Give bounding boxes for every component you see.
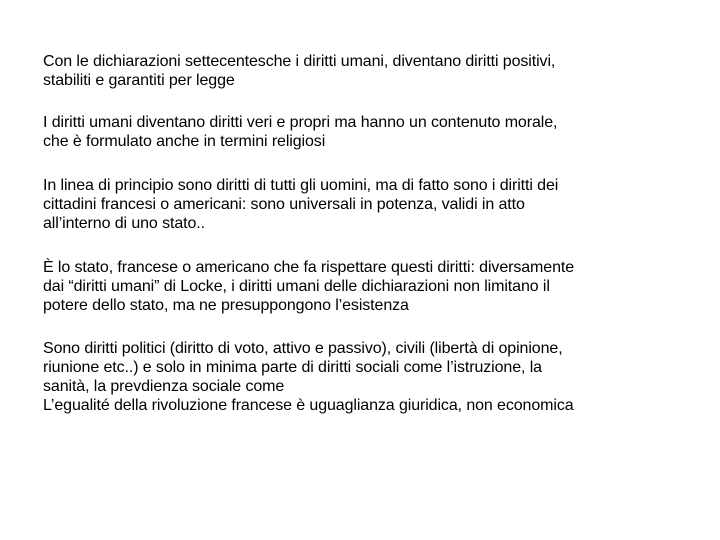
paragraph-state-role (43, 258, 683, 315)
text-line: stabiliti e garantiti per legge (43, 72, 235, 89)
text-line: riunione etc..) e solo in minima parte di diritti sociali come l’istruzione, la (43, 359, 542, 376)
text-line: potere dello stato, ma ne presuppongono l’esistenza (43, 297, 409, 314)
text-line: È lo stato, francese o americano che fa rispettare questi diritti: diversamente (43, 259, 575, 276)
text-line: sanità, la prevdienza sociale come (43, 378, 285, 395)
paragraph-moral-content (43, 113, 683, 151)
text-line: L’egualité della rivoluzione francese è uguaglianza giuridica, non economica (43, 397, 574, 414)
text-line: dai “diritti umani” di Locke, i diritti umani delle dichiarazioni non limitano il (43, 278, 550, 295)
text-line: I diritti umani diventano diritti veri e propri ma hanno un contenuto morale, (43, 114, 558, 131)
text-line: In linea di principio sono diritti di tutti gli uomini, ma di fatto sono i diritti dei (43, 177, 559, 194)
paragraph-rights-types (43, 339, 683, 415)
text-line: all’interno di uno stato.. (43, 215, 205, 232)
text-line: Con le dichiarazioni settecentesche i diritti umani, diventano diritti positivi, (43, 53, 556, 70)
text-line: Sono diritti politici (diritto di voto, attivo e passivo), civili (libertà di opinione, (43, 340, 563, 357)
text-line: cittadini francesi o americani: sono universali in potenza, validi in atto (43, 196, 525, 213)
slide-body (43, 52, 683, 415)
paragraph-universality (43, 176, 683, 233)
text-line: che è formulato anche in termini religiosi (43, 133, 326, 150)
paragraph-positive-rights (43, 52, 683, 90)
